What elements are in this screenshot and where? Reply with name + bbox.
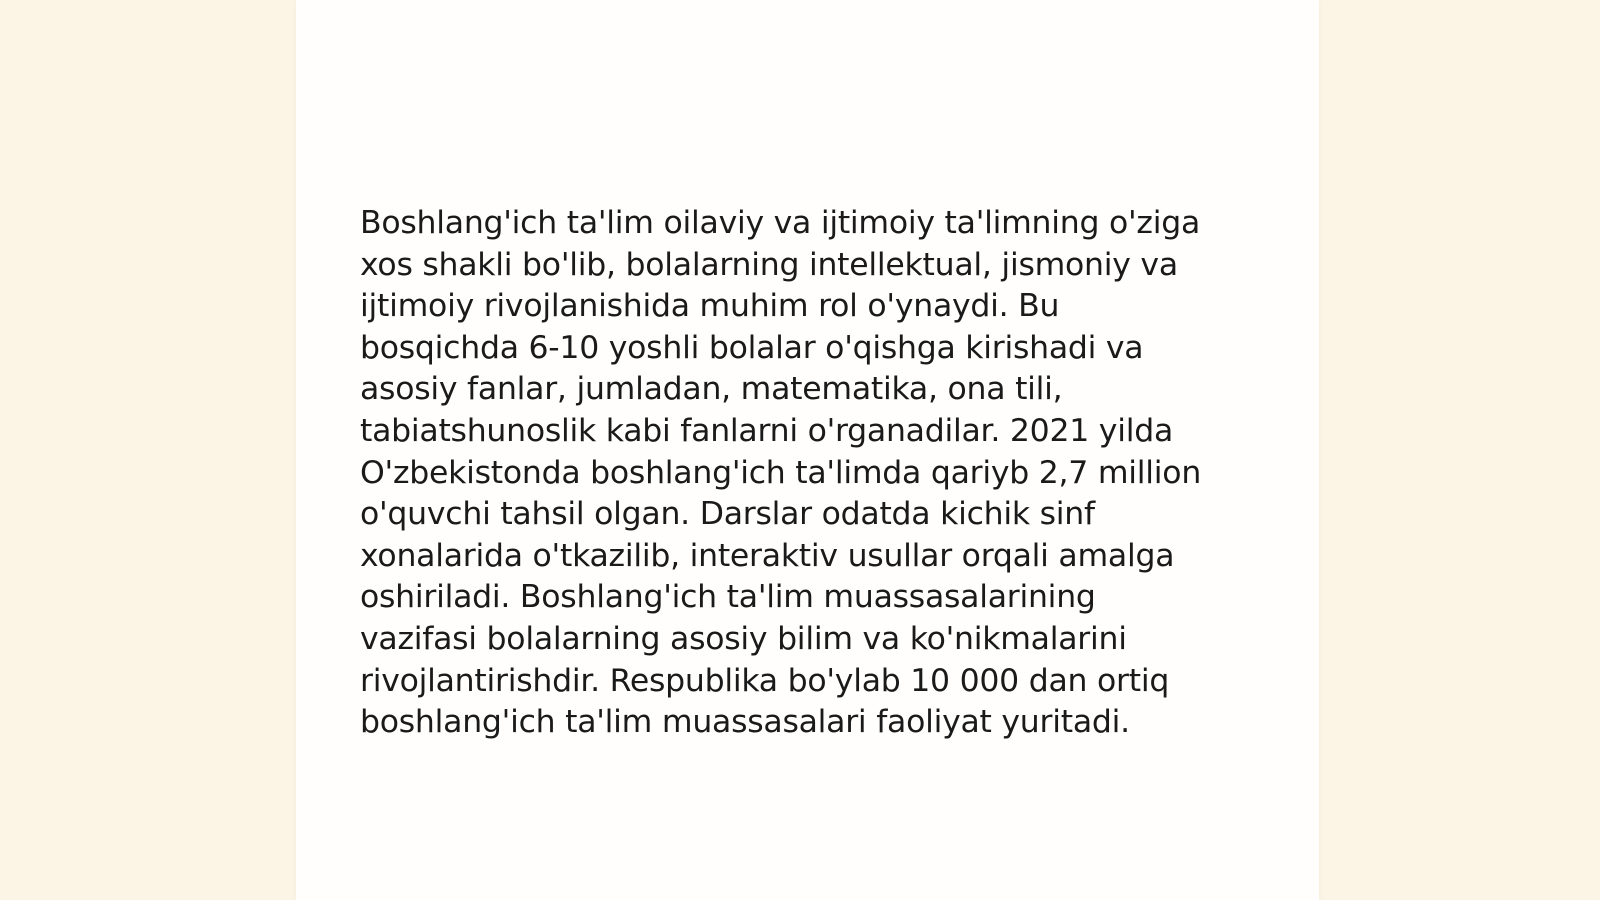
body-paragraph [360, 203, 1260, 744]
paragraph-line: o'quvchi tahsil olgan. Darslar odatda kichik sinf [360, 496, 1095, 533]
paragraph-line: rivojlantirishdir. Respublika bo'ylab 10 000 dan ortiq [360, 662, 1170, 699]
paragraph-line: Boshlang'ich ta'lim oilaviy va ijtimoiy ta'limning o'ziga [360, 205, 1201, 241]
paragraph-line: oshiriladi. Boshlang'ich ta'lim muassasalarining [360, 579, 1096, 616]
paragraph-line: vazifasi bolalarning asosiy bilim va ko'nikmalarini [360, 620, 1127, 657]
paragraph-line: O'zbekistonda boshlang'ich ta'limda qariyb 2,7 million [360, 454, 1202, 491]
paragraph-line: boshlang'ich ta'lim muassasalari faoliyat yuritadi. [360, 704, 1130, 741]
right-background-margin [1319, 0, 1600, 900]
paragraph-line: xonalarida o'tkazilib, interaktiv usullar orqali amalga [360, 537, 1175, 574]
paragraph-line: tabiatshunoslik kabi fanlarni o'rganadilar. 2021 yilda [360, 412, 1173, 449]
paragraph-line: ijtimoiy rivojlanishida muhim rol o'ynaydi. Bu [360, 288, 1060, 325]
left-background-margin [0, 0, 296, 900]
paragraph-line: bosqichda 6-10 yoshli bolalar o'qishga kirishadi va [360, 329, 1144, 366]
document-page [296, 0, 1319, 900]
paragraph-line: asosiy fanlar, jumladan, matematika, ona tili, [360, 371, 1063, 408]
paragraph-line: xos shakli bo'lib, bolalarning intellektual, jismoniy va [360, 246, 1178, 283]
